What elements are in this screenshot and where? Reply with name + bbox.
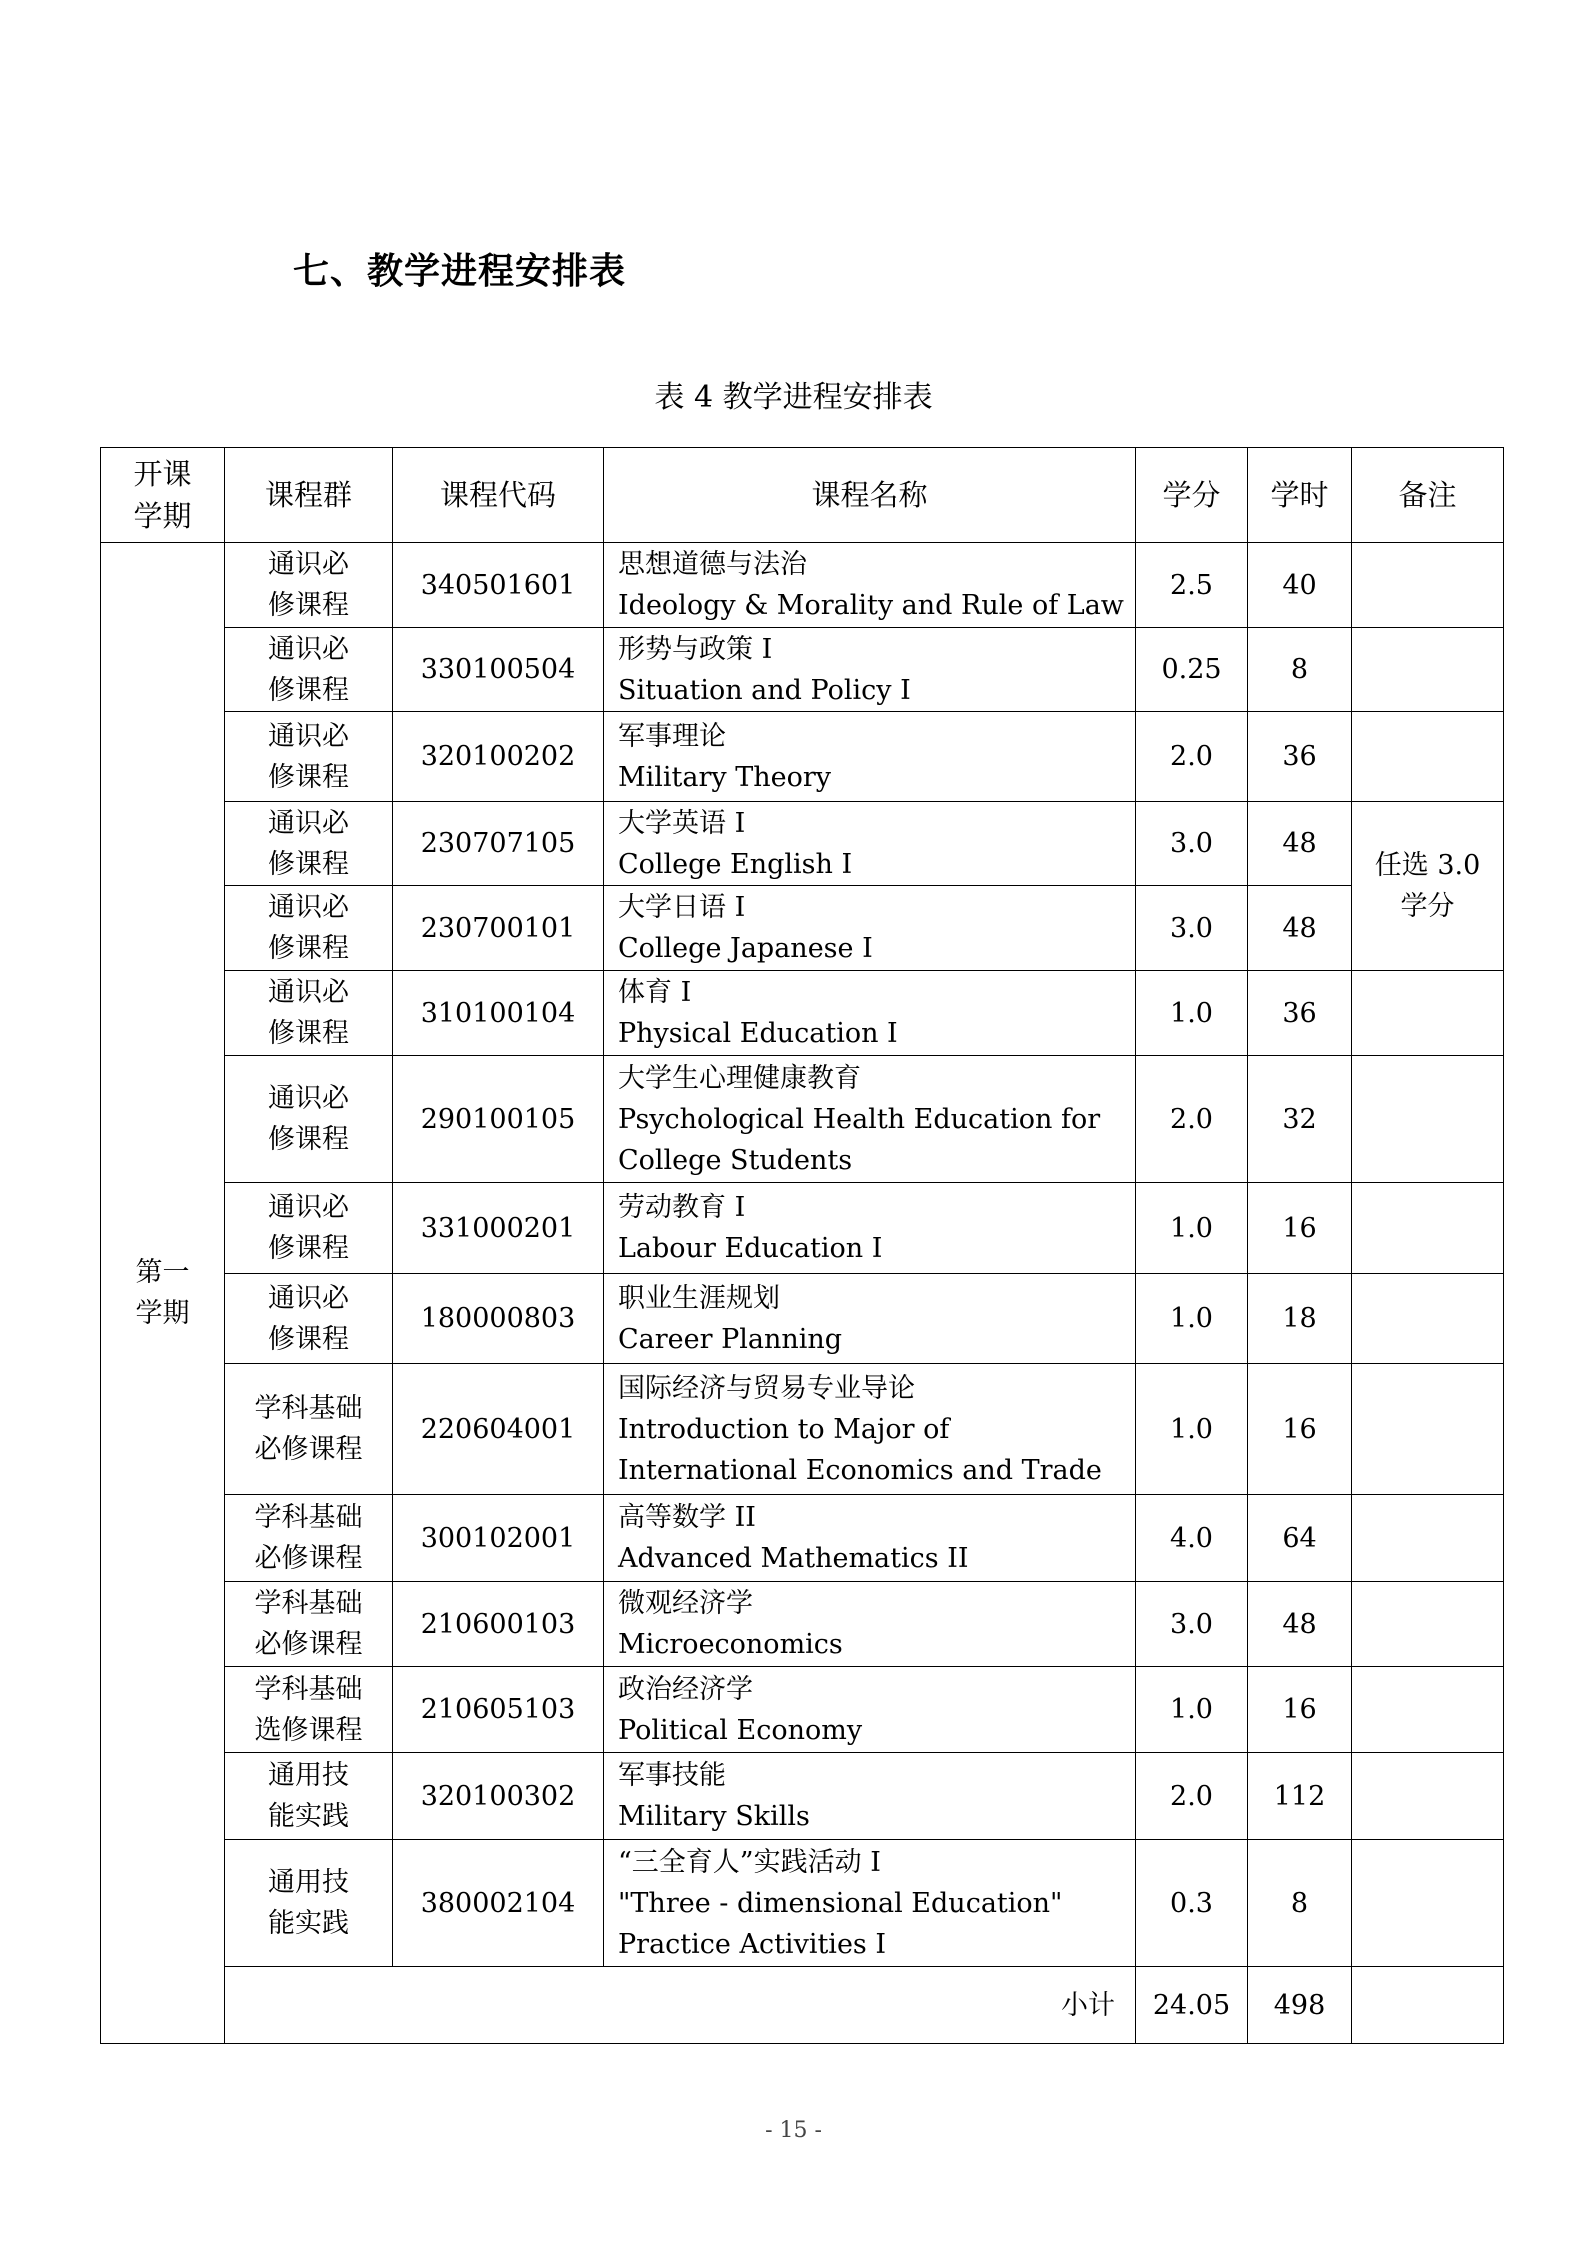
remarks-cell xyxy=(1352,1967,1504,2044)
subtotal-credits: 24.05 xyxy=(1136,1967,1248,2044)
remarks-cell xyxy=(1352,1582,1504,1667)
course-group-cell: 通识必修课程 xyxy=(225,712,393,802)
credits-cell: 1.0 xyxy=(1136,1183,1248,1274)
course-name-cell xyxy=(604,1667,1136,1753)
hours-cell: 40 xyxy=(1248,543,1352,628)
remarks-cell xyxy=(1352,1056,1504,1183)
course-code-cell: 180000803 xyxy=(393,1274,604,1364)
hours-cell: 48 xyxy=(1248,1582,1352,1667)
course-name-cell xyxy=(604,1183,1136,1274)
course-name-en: Physical Education I xyxy=(618,1018,898,1049)
course-code-cell: 210605103 xyxy=(393,1667,604,1753)
hours-cell: 32 xyxy=(1248,1056,1352,1183)
remarks-cell xyxy=(1352,1753,1504,1840)
hours-cell: 18 xyxy=(1248,1274,1352,1364)
course-code-cell: 340501601 xyxy=(393,543,604,628)
header-semester: 开课学期 xyxy=(101,448,225,543)
course-name-en: "Three - dimensional Education" Practice Activities I xyxy=(618,1887,1063,1960)
remarks-cell xyxy=(1352,1495,1504,1582)
course-name-en: Military Skills xyxy=(618,1801,810,1832)
subtotal-row xyxy=(101,1967,1504,2044)
course-name-cn: 劳动教育 I xyxy=(618,1192,746,1223)
course-name-en: Advanced Mathematics II xyxy=(618,1543,969,1574)
table-row xyxy=(101,1667,1504,1753)
hours-cell: 16 xyxy=(1248,1667,1352,1753)
table-caption: 表 4 教学进程安排表 xyxy=(654,380,933,415)
credits-cell: 1.0 xyxy=(1136,971,1248,1056)
credits-cell: 1.0 xyxy=(1136,1667,1248,1753)
course-name-en: Career Planning xyxy=(618,1323,843,1355)
subtotal-hours: 498 xyxy=(1248,1967,1352,2044)
course-code-cell: 300102001 xyxy=(393,1495,604,1582)
course-name-cn: 国际经济与贸易专业导论 xyxy=(618,1372,915,1404)
table-row xyxy=(101,971,1504,1056)
table-row xyxy=(101,543,1504,628)
course-name-cn: 微观经济学 xyxy=(618,1588,753,1619)
credits-cell: 0.25 xyxy=(1136,628,1248,712)
credits-cell: 3.0 xyxy=(1136,886,1248,971)
course-name-en: Military Theory xyxy=(618,761,832,793)
hours-cell: 8 xyxy=(1248,1840,1352,1967)
course-code-cell: 380002104 xyxy=(393,1840,604,1967)
course-name-cell xyxy=(604,1582,1136,1667)
hours-cell: 16 xyxy=(1248,1364,1352,1495)
table-row xyxy=(101,1056,1504,1183)
course-code-cell: 230707105 xyxy=(393,802,604,886)
course-name-cn: 形势与政策 I xyxy=(618,633,773,665)
table-row xyxy=(101,1495,1504,1582)
course-name-cell xyxy=(604,543,1136,628)
course-name-en: Labour Education I xyxy=(618,1233,883,1264)
credits-cell: 2.0 xyxy=(1136,712,1248,802)
course-name-cn: 大学英语 I xyxy=(618,807,746,839)
page-number: - 15 - xyxy=(765,2118,822,2143)
table-row xyxy=(101,1274,1504,1364)
course-name-cell xyxy=(604,802,1136,886)
remarks-cell xyxy=(1352,712,1504,802)
table-row xyxy=(101,1840,1504,1967)
course-name-cn: 体育 I xyxy=(618,977,692,1008)
course-name-cell xyxy=(604,628,1136,712)
course-name-cell xyxy=(604,886,1136,971)
course-group-cell: 通识必修课程 xyxy=(225,1274,393,1364)
course-code-cell: 220604001 xyxy=(393,1364,604,1495)
course-name-cell xyxy=(604,712,1136,802)
hours-cell: 16 xyxy=(1248,1183,1352,1274)
course-group-cell: 通识必修课程 xyxy=(225,1056,393,1183)
remarks-cell xyxy=(1352,543,1504,628)
hours-cell: 36 xyxy=(1248,971,1352,1056)
hours-cell: 64 xyxy=(1248,1495,1352,1582)
section-title: 七、教学进程安排表 xyxy=(293,251,627,292)
hours-cell: 112 xyxy=(1248,1753,1352,1840)
hours-cell: 36 xyxy=(1248,712,1352,802)
hours-cell: 48 xyxy=(1248,886,1352,971)
course-code-cell: 210600103 xyxy=(393,1582,604,1667)
credits-cell: 2.5 xyxy=(1136,543,1248,628)
course-code-cell: 310100104 xyxy=(393,971,604,1056)
hours-cell: 8 xyxy=(1248,628,1352,712)
table-header-row xyxy=(101,448,1504,543)
credits-cell: 2.0 xyxy=(1136,1753,1248,1840)
subtotal-label: 小计 xyxy=(225,1967,1136,2044)
course-name-cell xyxy=(604,1840,1136,1967)
course-name-cell xyxy=(604,1364,1136,1495)
remarks-cell xyxy=(1352,1183,1504,1274)
course-name-en: Introduction to Major of International Economics and Trade xyxy=(618,1413,1102,1486)
credits-cell: 1.0 xyxy=(1136,1274,1248,1364)
course-code-cell: 290100105 xyxy=(393,1056,604,1183)
credits-cell: 4.0 xyxy=(1136,1495,1248,1582)
course-name-en: Psychological Health Education for College Students xyxy=(618,1103,1101,1176)
course-group-cell: 通识必修课程 xyxy=(225,802,393,886)
remarks-cell xyxy=(1352,971,1504,1056)
course-name-cn: 军事理论 xyxy=(618,720,726,752)
remarks-cell xyxy=(1352,1364,1504,1495)
semester-cell: 第一学期 xyxy=(101,543,225,2044)
course-group-cell: 通识必修课程 xyxy=(225,886,393,971)
course-group-cell: 通用技能实践 xyxy=(225,1840,393,1967)
hours-cell: 48 xyxy=(1248,802,1352,886)
credits-cell: 0.3 xyxy=(1136,1840,1248,1967)
table-row xyxy=(101,1364,1504,1495)
remarks-cell xyxy=(1352,628,1504,712)
course-name-cn: 职业生涯规划 xyxy=(618,1282,780,1314)
remarks-cell xyxy=(1352,1274,1504,1364)
credits-cell: 3.0 xyxy=(1136,802,1248,886)
course-name-en: College Japanese I xyxy=(618,933,873,964)
course-name-cell xyxy=(604,971,1136,1056)
credits-cell: 3.0 xyxy=(1136,1582,1248,1667)
header-remarks: 备注 xyxy=(1352,448,1504,543)
course-name-en: Microeconomics xyxy=(618,1629,843,1660)
course-name-cn: 大学日语 I xyxy=(618,892,746,923)
course-code-cell: 320100302 xyxy=(393,1753,604,1840)
course-code-cell: 331000201 xyxy=(393,1183,604,1274)
credits-cell: 2.0 xyxy=(1136,1056,1248,1183)
course-name-en: College English I xyxy=(618,848,853,880)
table-row xyxy=(101,802,1504,886)
course-group-cell: 通识必修课程 xyxy=(225,543,393,628)
course-group-cell: 通识必修课程 xyxy=(225,1183,393,1274)
course-name-cn: 思想道德与法治 xyxy=(618,549,807,580)
course-code-cell: 320100202 xyxy=(393,712,604,802)
course-group-cell: 学科基础必修课程 xyxy=(225,1495,393,1582)
course-name-cell xyxy=(604,1274,1136,1364)
header-course-name: 课程名称 xyxy=(604,448,1136,543)
remarks-cell xyxy=(1352,1667,1504,1753)
course-group-cell: 学科基础必修课程 xyxy=(225,1364,393,1495)
course-name-en: Political Economy xyxy=(618,1714,863,1746)
course-group-cell: 通识必修课程 xyxy=(225,628,393,712)
course-name-cn: 政治经济学 xyxy=(618,1673,753,1705)
header-course-code: 课程代码 xyxy=(393,448,604,543)
table-row xyxy=(101,1753,1504,1840)
course-group-cell: 通用技能实践 xyxy=(225,1753,393,1840)
course-name-en: Situation and Policy I xyxy=(618,674,911,706)
table-row xyxy=(101,628,1504,712)
remarks-cell xyxy=(1352,1840,1504,1967)
table-row xyxy=(101,712,1504,802)
course-name-cell xyxy=(604,1056,1136,1183)
course-name-en: Ideology & Morality and Rule of Law xyxy=(618,590,1124,621)
course-name-cell xyxy=(604,1495,1136,1582)
course-group-cell: 学科基础选修课程 xyxy=(225,1667,393,1753)
credits-cell: 1.0 xyxy=(1136,1364,1248,1495)
table-row xyxy=(101,1183,1504,1274)
course-name-cn: 大学生心理健康教育 xyxy=(618,1062,861,1094)
header-credits: 学分 xyxy=(1136,448,1248,543)
table-row xyxy=(101,1582,1504,1667)
course-code-cell: 230700101 xyxy=(393,886,604,971)
course-name-cn: 高等数学 II xyxy=(618,1502,756,1533)
teaching-schedule-table xyxy=(100,447,1504,2044)
header-hours: 学时 xyxy=(1248,448,1352,543)
course-code-cell: 330100504 xyxy=(393,628,604,712)
course-group-cell: 学科基础必修课程 xyxy=(225,1582,393,1667)
elective-remark-cell: 任选 3.0 学分 xyxy=(1352,802,1504,971)
course-name-cell xyxy=(604,1753,1136,1840)
table-row xyxy=(101,886,1504,971)
header-course-group: 课程群 xyxy=(225,448,393,543)
course-name-cn: 军事技能 xyxy=(618,1760,726,1791)
course-group-cell: 通识必修课程 xyxy=(225,971,393,1056)
course-name-cn: “三全育人”实践活动 I xyxy=(618,1846,881,1878)
